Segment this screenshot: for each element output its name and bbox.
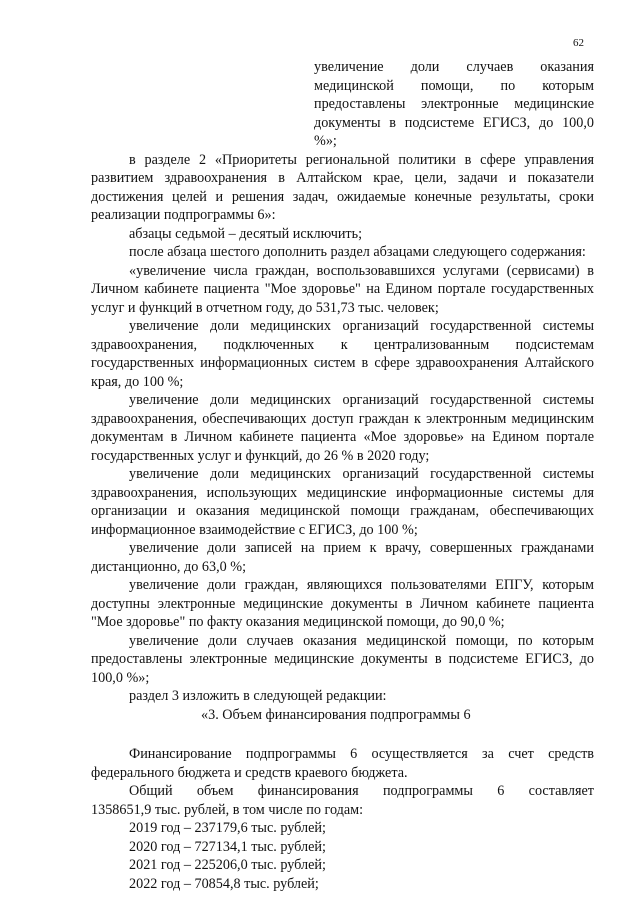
indicator-item-6: увеличение доли граждан, являющихся пользователями ЕПГУ, которым доступны электронные медицинские документы в Личном кабинете пациента "Мое здоровье" по факту оказания медицинской помощи, до 90,0 %; <box>91 577 594 630</box>
page-number: 62 <box>573 37 584 49</box>
spacer <box>91 724 594 745</box>
indicator-item-7: увеличение доли случаев оказания медицинской помощи, по которым предоставлены электронные медицинские документы в подсистеме ЕГИСЗ, до 100,0 %»; <box>91 632 594 686</box>
indicator-item-3: увеличение доли медицинских организаций государственной системы здравоохранения, обеспечивающих доступ граждан к электронным медицинским документам в Личном кабинете пациента «Мое здоровье» на Едином портале государственных услуг и функций, до 26 % в 2020 году; <box>91 392 594 464</box>
delete-paragraphs-instruction: абзацы седьмой – десятый исключить; <box>129 225 363 242</box>
quoted-indicator-end: увеличение доли случаев оказания медицинской помощи, по которым предоставлены электронные медицинские документы в подсистеме ЕГИСЗ, до 100,0 %»; <box>314 59 594 149</box>
section2-intro-paragraph: в разделе 2 «Приоритеты региональной политики в сфере управления развитием здравоохранения в Алтайском крае, цели, задачи и показатели достижения целей и решения задач, ожидаемые конечные результаты, сроки реализации подпрограммы 6»: <box>91 151 594 223</box>
add-paragraphs-instruction: после абзаца шестого дополнить раздел абзацами следующего содержания: <box>129 244 586 260</box>
indicator-item-2: увеличение доли медицинских организаций государственной системы здравоохранения, подключенных к централизованным подсистемам государственных информационных систем в сфере здравоохранения Алтайского края, до 100 %; <box>91 318 594 390</box>
year-2019-line: 2019 год – 237179,6 тыс. рублей; <box>129 820 326 836</box>
financing-paragraph: Финансирование подпрограммы 6 осуществляется за счет средств федерального бюджета и средств краевого бюджета. <box>91 746 594 781</box>
section3-intro-paragraph: раздел 3 изложить в следующей редакции: <box>129 688 387 704</box>
indicator-item-4: увеличение доли медицинских организаций государственной системы здравоохранения, использующих медицинские информационные системы для организации и оказания медицинской помощи гражданам, обеспечивающих информационное взаимодействие с ЕГИСЗ, до 100 %; <box>91 466 594 538</box>
indicator-item-1: «увеличение числа граждан, воспользовавшихся услугами (сервисами) в Личном кабинете пациента "Мое здоровье" на Едином портале государственных услуг и функций в отчетном году, до 531,73 тыс. человек; <box>91 262 594 316</box>
total-financing-line: Общий объем финансирования подпрограммы 6 составляет <box>129 783 594 799</box>
indicator-item-5: увеличение доли записей на прием к врачу, совершенных гражданами дистанционно, до 63,0 %; <box>91 540 594 575</box>
total-financing-amount: 1358651,9 тыс. рублей, в том числе по годам: <box>91 801 364 818</box>
section3-heading: «3. Объем финансирования подпрограммы 6 <box>201 706 471 723</box>
year-2022-line: 2022 год – 70854,8 тыс. рублей; <box>129 875 319 892</box>
document-body <box>91 58 594 893</box>
year-2021-line: 2021 год – 225206,0 тыс. рублей; <box>129 857 326 873</box>
year-2020-line: 2020 год – 727134,1 тыс. рублей; <box>129 838 326 855</box>
